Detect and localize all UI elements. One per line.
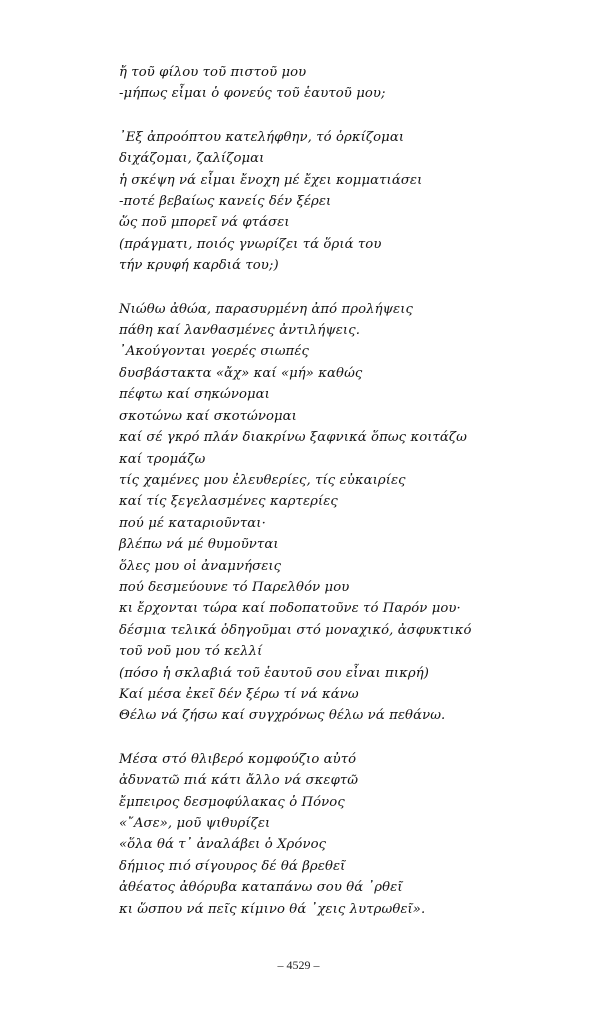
poem-line: ἀθέατος ἀθόρυβα καταπάνω σου θά ᾿ρθεῖ (119, 880, 403, 896)
poem-line: ᾿Ακούγονται γοερές σιωπές (119, 344, 309, 360)
poem-line: πέφτω καί σηκώνομαι (119, 387, 270, 403)
poem-line: πάθη καί λανθασμένες ἀντιλήψεις. (119, 323, 360, 339)
poem-line: ᾿Εξ ἀπροόπτου κατελήφθην, τό ὁρκίζομαι (119, 129, 405, 145)
poem-line: Μέσα στό θλιβερό κομφούζιο αὐτό (119, 751, 357, 767)
poem-line: «῎Ασε», μοῦ ψιθυρίζει (119, 816, 271, 831)
poem-line: δέσμια τελικά ὁδηγοῦμαι στό μοναχικό, ἀσφυκτικό (119, 622, 472, 638)
poem-text (119, 62, 559, 942)
poem-line: καί σέ γκρό πλάν διακρίνω ξαφνικά ὅπως κοιτάζω (119, 430, 468, 446)
poem-line: ἤ τοῦ φίλου τοῦ πιστοῦ μου (119, 65, 307, 80)
poem-line: ὥς ποῦ μπορεῖ νά φτάσει (119, 215, 290, 231)
poem-line: -ποτέ βεβαίως κανείς δέν ξέρει (119, 194, 332, 210)
poem-line: ὅλες μου οἱ ἀναμνήσεις (119, 558, 282, 574)
poem-line: ἀδυνατῶ πιά κάτι ἄλλο νά σκεφτῶ (119, 773, 359, 789)
poem-line: Θέλω νά ζήσω καί συγχρόνως θέλω νά πεθάνω. (119, 708, 446, 724)
poem-line: τίς χαμένες μου ἐλευθερίες, τίς εὐκαιρίες (119, 472, 406, 488)
poem-line: ἡ σκέψη νά εἶμαι ἔνοχη μέ ἔχει κομματιάσει (119, 172, 423, 188)
poem-line: σκοτώνω καί σκοτώνομαι (119, 408, 297, 424)
poem-line: (πόσο ἡ σκλαβιά τοῦ ἑαυτοῦ σου εἶναι πικρή) (119, 665, 429, 681)
poem-line: δυσβάστακτα «ἄχ» καί «μή» καθώς (119, 365, 363, 381)
poem-line: Καί μέσα ἐκεῖ δέν ξέρω τί νά κάνω (119, 686, 359, 702)
stanza-1 (119, 62, 559, 105)
poem-line: πού μέ καταριοῦνται· (119, 515, 266, 531)
page-number: – 4529 – (277, 958, 320, 972)
poem-line: διχάζομαι, ζαλίζομαι (119, 151, 265, 167)
poem-line: πού δεσμεύουνε τό Παρελθόν μου (119, 579, 350, 595)
poem-line: δήμιος πιό σίγουρος δέ θά βρεθεῖ (119, 858, 346, 874)
poem-line: καί τρομάζω (119, 451, 206, 467)
stanza-4 (119, 749, 559, 920)
stanza-3 (119, 299, 559, 727)
stanza-2 (119, 127, 559, 277)
poem-line: κι ἔρχονται τώρα καί ποδοπατοῦνε τό Παρόν μου· (119, 601, 461, 617)
poem-line: κι ὥσπου νά πεῖς κίμινο θά ᾿χεις λυτρωθεῖ». (119, 901, 426, 917)
poem-line: «ὅλα θά τ᾿ ἀναλάβει ὁ Χρόνος (119, 837, 327, 853)
poem-line: καί τίς ξεγελασμένες καρτερίες (119, 494, 338, 510)
poem-line: Νιώθω ἀθώα, παρασυρμένη ἀπό προλήψεις (119, 301, 413, 317)
poem-line: ἔμπειρος δεσμοφύλακας ὁ Πόνος (119, 794, 345, 810)
poem-line: βλέπω νά μέ θυμοῦνται (119, 537, 279, 553)
poem-line: -μήπως εἶμαι ὁ φονεύς τοῦ ἑαυτοῦ μου; (119, 86, 386, 102)
poem-line: τήν κρυφή καρδιά του;) (119, 258, 279, 274)
poem-line: (πράγματι, ποιός γνωρίζει τά ὅριά του (119, 236, 382, 252)
poem-line: τοῦ νοῦ μου τό κελλί (119, 644, 263, 660)
